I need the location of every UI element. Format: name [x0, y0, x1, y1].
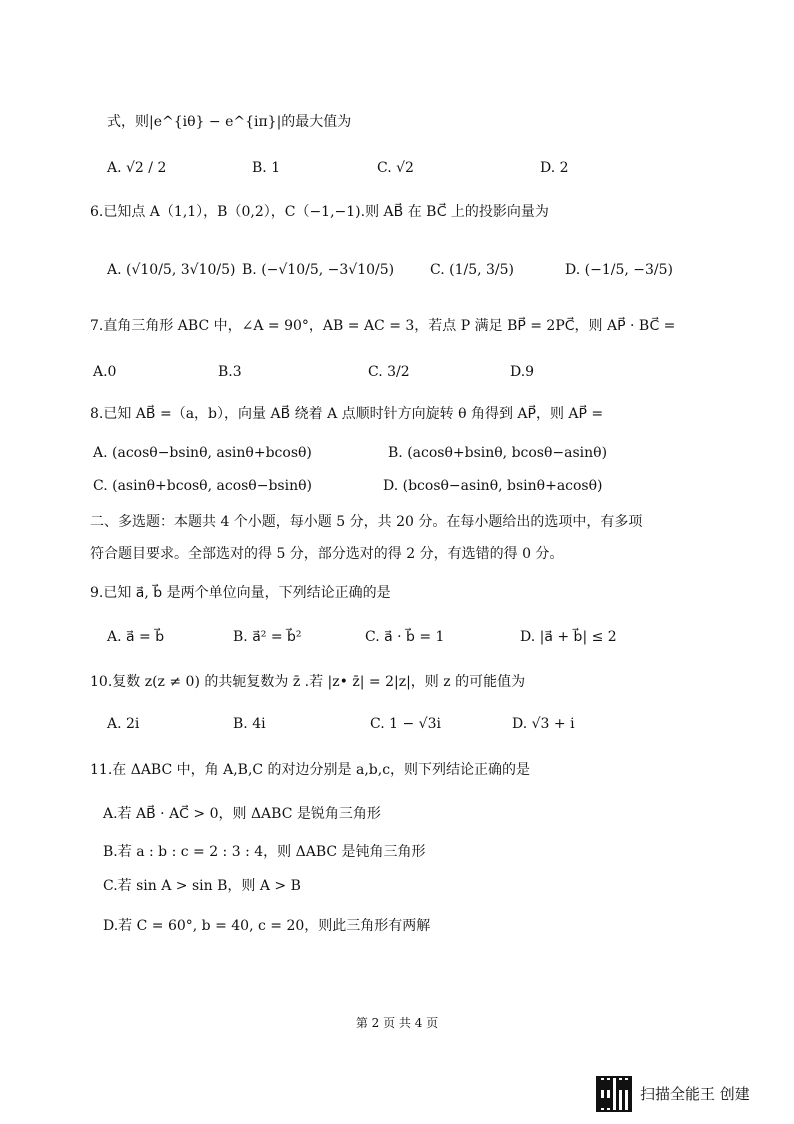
q11-option-d: D.若 C = 60°, b = 40, c = 20，则此三角形有两解 — [103, 918, 431, 934]
q7-stem: 7.直角三角形 ABC 中，∠A = 90°，AB = AC = 3，若点 P 满足 BP⃗ = 2PC⃗，则 AP⃗ · BC⃗ = — [90, 318, 676, 334]
q11-option-b: B.若 a : b : c = 2 : 3 : 4，则 ΔABC 是钝角三角形 — [103, 844, 426, 860]
q6-option-b: B. (−√10/5, −3√10/5) — [242, 262, 395, 278]
q10-option-b: B. 4i — [233, 716, 266, 732]
q6-option-c: C. (1/5, 3/5) — [430, 262, 514, 278]
q6-option-d: D. (−1/5, −3/5) — [565, 262, 673, 278]
q11-option-a: A.若 AB⃗ · AC⃗ > 0，则 ΔABC 是锐角三角形 — [103, 806, 381, 822]
q8-stem: 8.已知 AB⃗ =（a，b），向量 AB⃗ 绕着 A 点顺时针方向旋转 θ 角得到 AP⃗，则 AP⃗ = — [90, 406, 604, 422]
qr-code-icon — [596, 1076, 632, 1112]
q10-option-c: C. 1 − √3i — [370, 716, 441, 732]
q8-option-b: B. (acosθ+bsinθ, bcosθ−asinθ) — [388, 445, 608, 461]
q8-option-d: D. (bcosθ−asinθ, bsinθ+acosθ) — [383, 478, 603, 494]
q11-option-c: C.若 sin A > sin B，则 A > B — [103, 878, 301, 894]
q8-option-c: C. (asinθ+bcosθ, acosθ−bsinθ) — [93, 478, 312, 494]
q10-stem: 10.复数 z(z ≠ 0) 的共轭复数为 z̄ .若 |z• z̄| = 2|z|，则 z 的可能值为 — [90, 674, 526, 690]
q9-stem: 9.已知 a⃗, b⃗ 是两个单位向量，下列结论正确的是 — [90, 585, 391, 601]
q9-option-d: D. |a⃗ + b⃗| ≤ 2 — [520, 629, 617, 645]
section2-instructions-2: 符合题目要求。全部选对的得 5 分，部分选对的得 2 分，有选错的得 0 分。 — [90, 546, 564, 562]
q6-stem: 6.已知点 A（1,1），B（0,2），C（−1,−1).则 AB⃗ 在 BC⃗ 上的投影向量为 — [90, 204, 549, 220]
q5-option-c: C. √2 — [377, 160, 414, 176]
q5-option-d: D. 2 — [540, 160, 569, 176]
page-footer: 第 2 页 共 4 页 — [355, 1016, 439, 1030]
q7-option-c: C. 3/2 — [368, 364, 410, 380]
q7-option-d: D.9 — [510, 364, 535, 380]
scanner-watermark: 扫描全能王 创建 — [640, 1085, 750, 1103]
q11-stem: 11.在 ΔABC 中，角 A,B,C 的对边分别是 a,b,c，则下列结论正确的是 — [90, 762, 531, 778]
section2-instructions-1: 二、多选题：本题共 4 个小题，每小题 5 分，共 20 分。在每小题给出的选项中，有多项 — [90, 514, 643, 530]
q9-option-b: B. a⃗² = b⃗² — [233, 629, 302, 645]
q5-stem-tail: 式，则|e^{iθ} − e^{iπ}|的最大值为 — [107, 114, 352, 130]
q8-option-a: A. (acosθ−bsinθ, asinθ+bcosθ) — [93, 445, 312, 461]
q10-option-a: A. 2i — [107, 716, 140, 732]
q7-option-a: A.0 — [93, 364, 117, 380]
q9-option-a: A. a⃗ = b⃗ — [107, 629, 165, 645]
q9-option-c: C. a⃗ · b⃗ = 1 — [365, 629, 445, 645]
q5-option-a: A. √2 / 2 — [107, 160, 167, 176]
q6-option-a: A. (√10/5, 3√10/5) — [107, 262, 236, 278]
q5-option-b: B. 1 — [252, 160, 281, 176]
q10-option-d: D. √3 + i — [512, 716, 575, 732]
q7-option-b: B.3 — [218, 364, 242, 380]
